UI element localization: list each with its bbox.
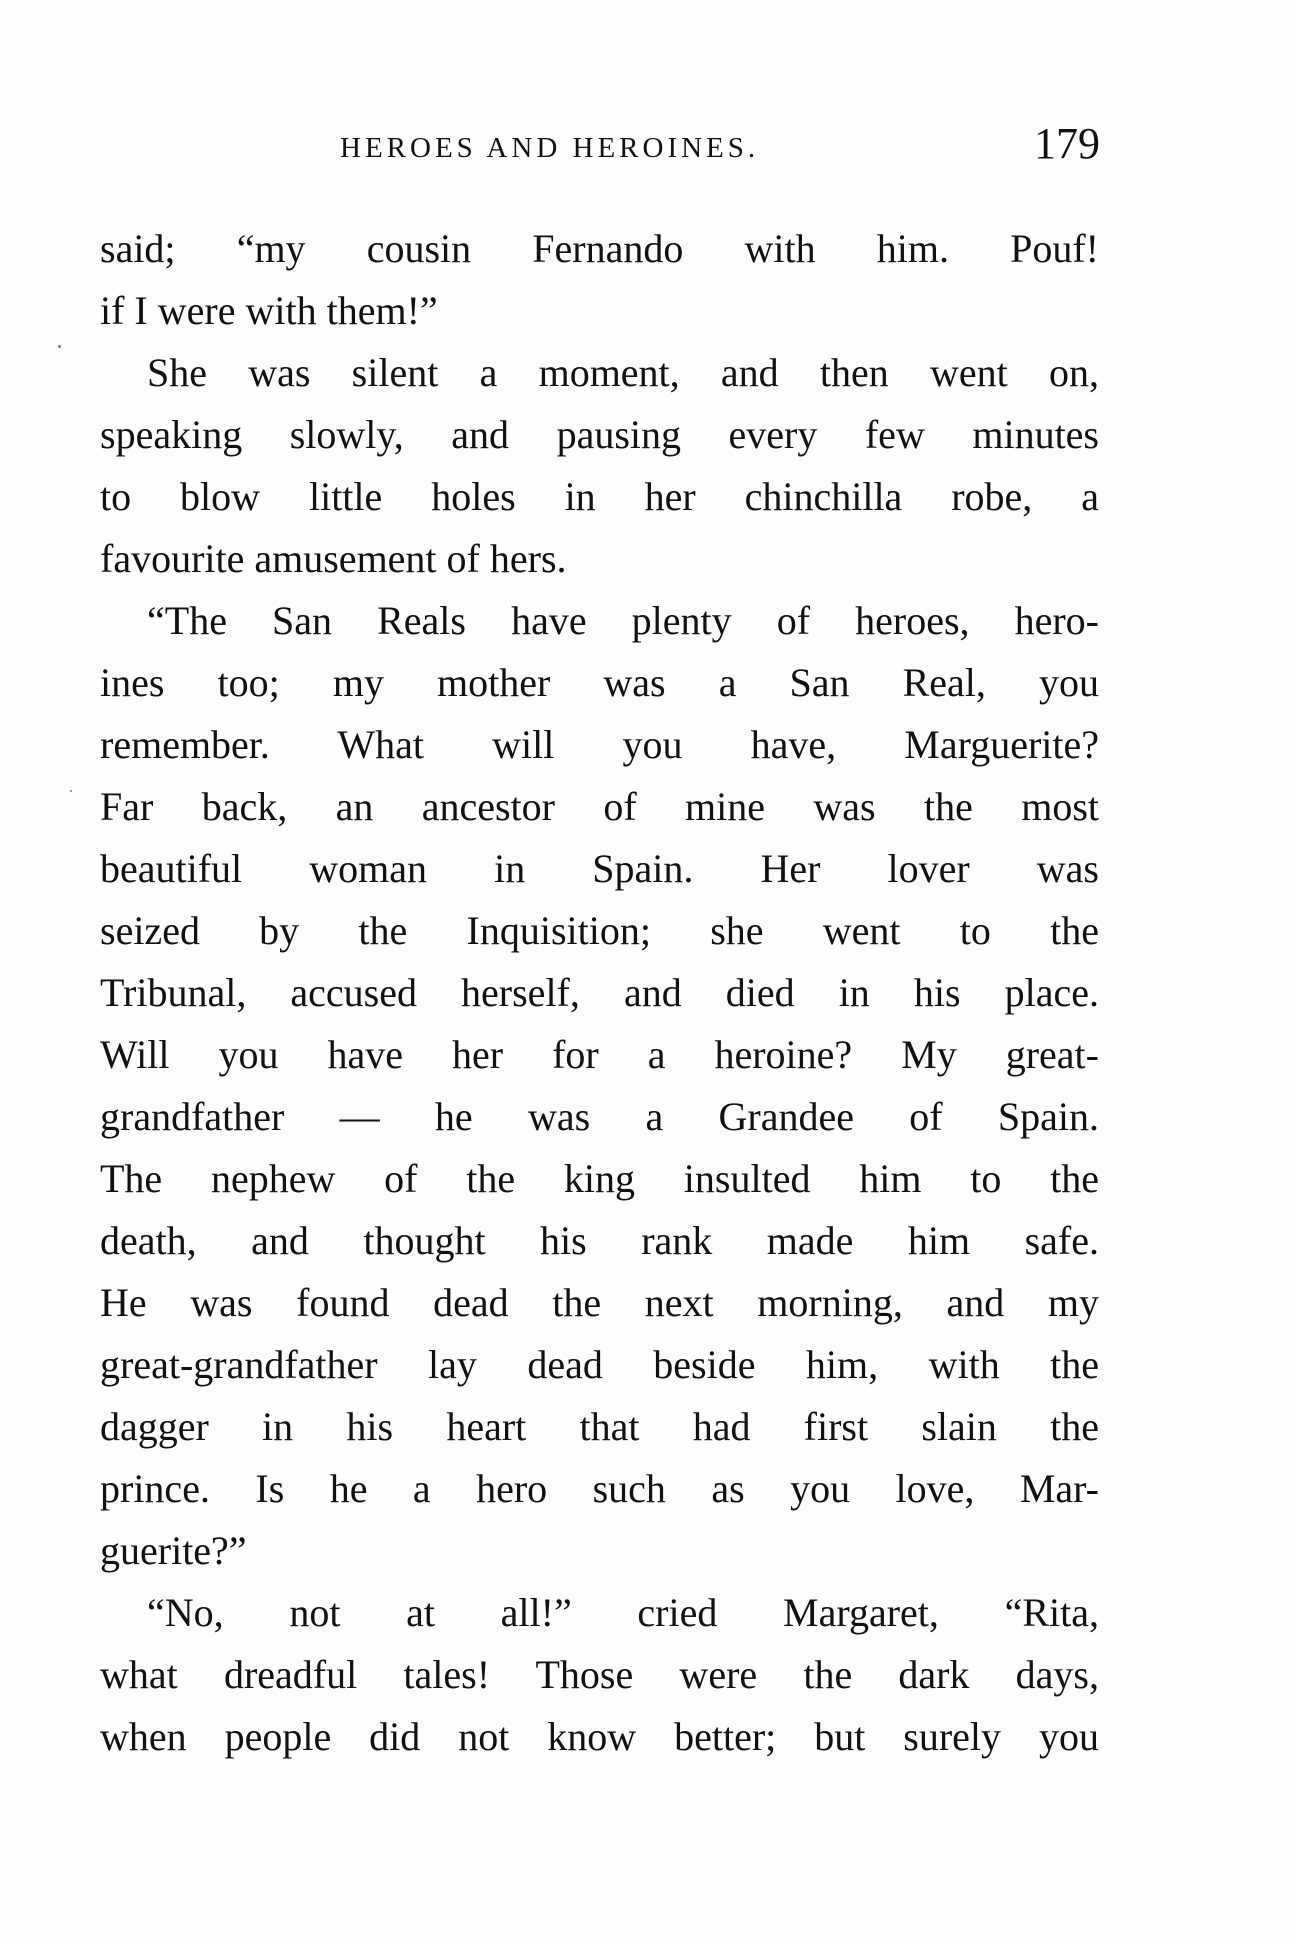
text-line: ines too; my mother was a San Real, you (100, 660, 1099, 705)
page-header (100, 110, 1100, 190)
text-line: death, and thought his rank made him safe. (100, 1218, 1099, 1263)
text-line: Will you have her for a heroine? My great- (100, 1032, 1099, 1077)
text-line: She was silent a moment, and then went on, (147, 350, 1099, 395)
print-speck (70, 790, 72, 792)
text-line: what dreadful tales! Those were the dark days, (100, 1652, 1099, 1697)
text-line: He was found dead the next morning, and my (100, 1280, 1099, 1325)
page-number: 179 (1034, 119, 1100, 168)
text-line: seized by the Inquisition; she went to the (100, 908, 1099, 953)
running-title: HEROES AND HEROINES. (340, 132, 760, 164)
text-line: favourite amusement of hers. (100, 536, 567, 581)
text-line: grandfather — he was a Grandee of Spain. (100, 1094, 1099, 1139)
print-speck (58, 345, 61, 348)
text-line: guerite?” (100, 1528, 247, 1573)
text-line: The nephew of the king insulted him to the (100, 1156, 1099, 1201)
text-line: “No, not at all!” cried Margaret, “Rita, (147, 1590, 1099, 1635)
text-line: speaking slowly, and pausing every few minutes (100, 412, 1099, 457)
text-line: Tribunal, accused herself, and died in his place. (100, 970, 1099, 1015)
text-line: Far back, an ancestor of mine was the most (100, 784, 1099, 829)
text-line: when people did not know better; but surely you (100, 1714, 1099, 1759)
text-line: if I were with them!” (100, 288, 438, 333)
text-line: to blow little holes in her chinchilla robe, a (100, 474, 1099, 519)
text-line: “The San Reals have plenty of heroes, hero- (147, 598, 1099, 643)
text-line: great-grandfather lay dead beside him, with the (100, 1342, 1099, 1387)
text-line: prince. Is he a hero such as you love, Mar- (100, 1466, 1099, 1511)
text-line: beautiful woman in Spain. Her lover was (100, 846, 1099, 891)
text-line: said; “my cousin Fernando with him. Pouf! (100, 226, 1099, 271)
body-text (100, 218, 1099, 1768)
text-line: dagger in his heart that had first slain the (100, 1404, 1099, 1449)
text-line: remember. What will you have, Marguerite? (100, 722, 1099, 767)
